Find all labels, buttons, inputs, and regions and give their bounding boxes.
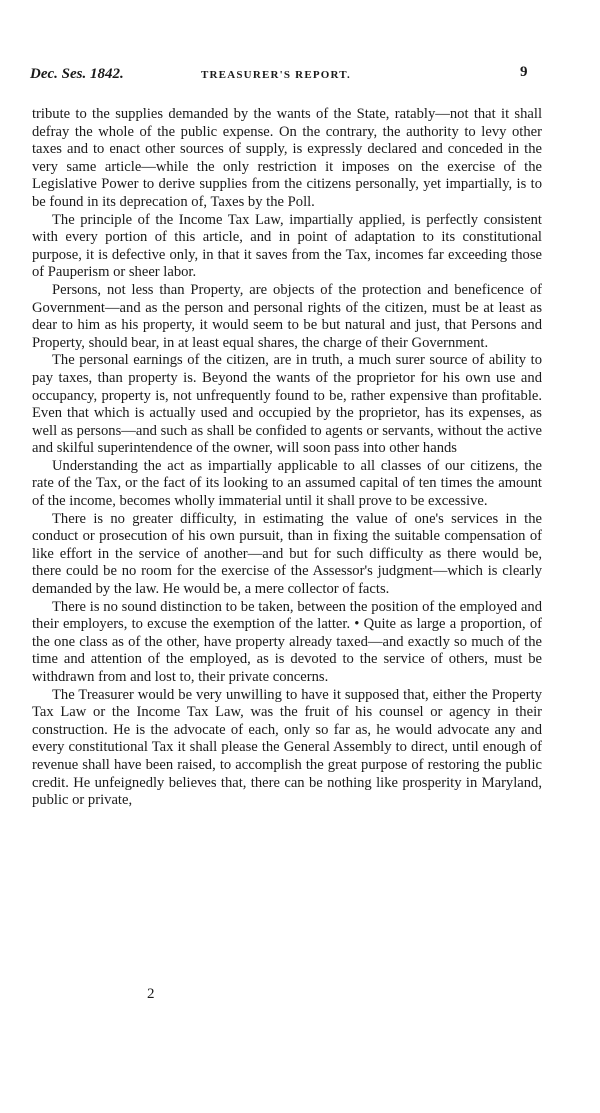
paragraph-4: The personal earnings of the citizen, are in truth, a much surer source of ability to pay taxes, than property is. Beyond the wants of the proprietor for his own use and occupancy, property is, not unfrequently found to be, rather expensive than profitable. Even that which is actually used and occupied by the proprietor, has its expenses, as well as persons—and such as shall be confided to agents or servants, without the active and skilful superintendence of the owner, will soon pass into other hands [32, 352, 542, 457]
session-date: Dec. Ses. 1842. [30, 66, 124, 82]
paragraph-7: There is no sound distinction to be taken, between the position of the employed and their employers, to excuse the exemption of the latter. • Quite as large a proportion, of the one class as of the other, have property already taxed—and exactly so much of the time and attention of the employed, as is devoted to the service of others, must be withdrawn from and lost to, their private concerns. [32, 598, 542, 685]
signature-mark: 2 [147, 986, 155, 1002]
paragraph-8: The Treasurer would be very unwilling to have it supposed that, either the Property Tax Law or the Income Tax Law, was the fruit of his counsel or agency in their construction. He is the advocate of each, only so far as, he would advocate any and every constitutional Tax it shall please the General Assembly to direct, until enough of revenue shall have been raised, to accomplish the great purpose of restoring the public credit. He unfeignedly believes that, there can be nothing like prosperity in Maryland, public or private, [32, 686, 542, 809]
paragraph-5: Understanding the act as impartially applicable to all classes of our citizens, the rate of the Tax, or the fact of its looking to an assumed capital of ten times the amount of the income, becomes wholly immaterial until it shall prove to be excessive. [32, 457, 542, 510]
paragraph-2: The principle of the Income Tax Law, impartially applied, is perfectly consistent with every portion of this article, and in point of adaptation to its constitutional purpose, it is defective only, in that it saves from the Tax, incomes far exceeding those of Pauperism or sheer labor. [32, 211, 542, 281]
paragraph-1: tribute to the supplies demanded by the wants of the State, ratably—not that it shall defray the whole of the public expense. On the contrary, the authority to levy other taxes and to enact other sources of supply, is expressly declared and conceded in the very same article—while the only restriction it imposes on the exercise of the Legislative Power to derive supplies from the citizens personally, yet impartially, is to be found in its deprecation of, Taxes by the Poll. [32, 106, 542, 210]
paragraph-3: Persons, not less than Property, are objects of the protection and beneficence of Government—and as the person and personal rights of the citizen, must be at least as dear to him as his property, it would seem to be but natural and just, that Persons and Property, should bear, in at least equal shares, the charge of their Government. [32, 281, 542, 351]
page-header [30, 66, 540, 88]
paragraph-6: There is no greater difficulty, in estimating the value of one's services in the conduct or prosecution of his own pursuit, than in fixing the suitable compensation of like effort in the service of another—and but for such difficulty as there would be, there could be no room for the exercise of the Assessor's judgment—which is clearly demanded by the law. He would be, a mere collector of facts. [32, 510, 542, 598]
body-text [32, 106, 542, 810]
page-number: 9 [520, 64, 528, 80]
running-title: TREASURER'S REPORT. [201, 69, 351, 81]
